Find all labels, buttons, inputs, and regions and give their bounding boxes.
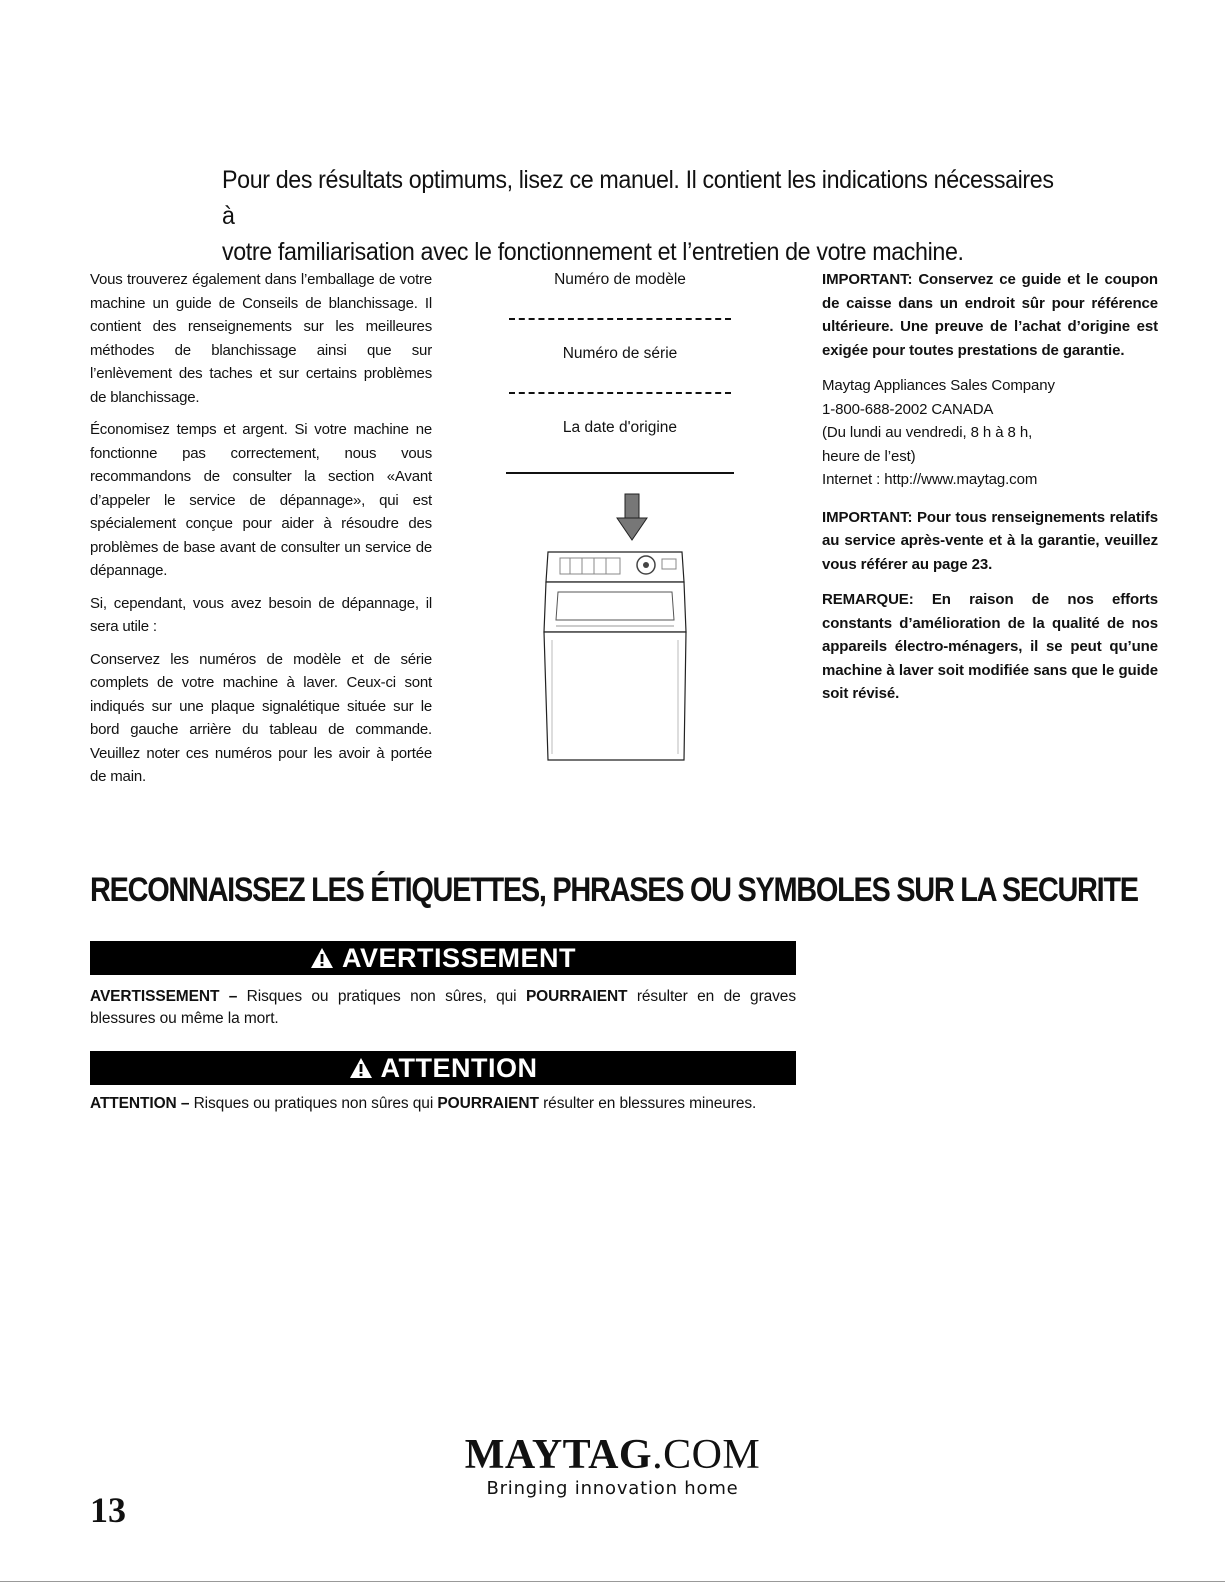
caution-text-b: résulter en blessures mineures.	[543, 1095, 757, 1112]
purchase-date-label: La date d'origine	[562, 419, 678, 436]
left-paragraph-3: Si, cependant, vous avez besoin de dépannage, il sera utile :	[90, 594, 432, 635]
important-notice-1: IMPORTANT: Conservez ce guide et le coupon de caisse dans un endroit sûr pour référence ultérieure. Une preuve de l’achat d’origine est exigée pour toutes prestations de garantie.	[822, 271, 1158, 359]
intro-line-2: votre familiarisation avec le fonctionnement et l’entretien de votre machine.	[222, 238, 964, 266]
caution-banner-label: ATTENTION	[380, 1053, 538, 1083]
maytag-logo	[0, 1432, 1225, 1500]
bottom-rule	[0, 1581, 1225, 1582]
company-hours-1: (Du lundi au vendredi, 8 h à 8 h,	[822, 424, 1033, 441]
intro-line-1: Pour des résultats optimums, lisez ce manuel. Il contient les indications nécessaires à	[222, 166, 1054, 230]
warning-triangle-icon	[349, 1057, 373, 1079]
left-paragraph-1: Vous trouverez également dans l’emballage de votre machine un guide de Conseils de blanchissage. Il contient des renseignements sur les meilleures méthodes de blanchissage ainsi que sur l’enlèvement des taches et sur certains problèmes de blanchissage.	[90, 271, 432, 406]
caution-description	[90, 1093, 796, 1115]
logo-tagline: Bringing innovation home	[486, 1478, 739, 1499]
warning-text-b: résulter en de graves blessures ou même la mort.	[90, 988, 796, 1027]
company-internet: Internet : http://www.maytag.com	[822, 471, 1038, 488]
serial-number-line	[509, 392, 731, 394]
model-number-label: Numéro de modèle	[554, 271, 686, 288]
model-number-line	[509, 318, 731, 320]
warning-term: AVERTISSEMENT –	[90, 988, 238, 1005]
caution-text-a: Risques ou pratiques non sûres qui	[193, 1095, 434, 1112]
warning-emphasis: POURRAIENT	[525, 988, 628, 1005]
page-number: 13	[90, 1490, 126, 1530]
important-notice-2: IMPORTANT: Pour tous renseignements relatifs au service après-vente et à la garantie, veuillez vous référer au page 23.	[822, 508, 1158, 573]
logo-brand: MAYTAG	[464, 1432, 653, 1478]
intro-text	[222, 162, 1059, 270]
warning-text-a: Risques ou pratiques non sûres, qui	[246, 988, 517, 1005]
middle-column	[500, 268, 740, 762]
caution-banner	[90, 1051, 796, 1085]
left-paragraph-4: Conservez les numéros de modèle et de série complets de votre machine à laver. Ceux-ci sont indiqués sur une plaque signalétique située sur le bord gauche arrière du tableau de commande. Veuillez noter ces numéros pour les avoir à portée de main.	[90, 650, 432, 785]
serial-number-label: Numéro de série	[562, 345, 678, 362]
washer-illustration	[500, 492, 740, 762]
logo-domain: .COM	[652, 1432, 761, 1478]
right-column	[822, 268, 1158, 718]
left-column	[90, 268, 432, 798]
company-hours-2: heure de l’est)	[822, 447, 916, 465]
down-arrow-icon	[617, 494, 647, 540]
left-paragraph-2: Économisez temps et argent. Si votre machine ne fonctionne pas correctement, nous vous recommandons de consulter la section «Avant d’appeler le service de dépannage», qui est spécialement conçue pour aider à résoudre des problèmes de base avant de consulter un service de dépannage.	[90, 421, 432, 579]
warning-banner	[90, 941, 796, 975]
company-phone: 1-800-688-2002 CANADA	[822, 400, 994, 418]
caution-emphasis: POURRAIENT	[437, 1095, 539, 1112]
safety-heading: RECONNAISSEZ LES ÉTIQUETTES, PHRASES OU SYMBOLES SUR LA SECURITE	[90, 871, 1138, 909]
remark-notice: REMARQUE: En raison de nos efforts constants d’amélioration de la qualité de nos appareils électro-ménagers, il se peut qu’une machine à laver soit modifiée sans que le guide soit révisé.	[822, 591, 1158, 702]
company-name: Maytag Appliances Sales Company	[822, 377, 1055, 394]
warning-banner-label: AVERTISSEMENT	[341, 943, 577, 973]
warning-triangle-icon	[310, 947, 334, 969]
warning-description	[90, 986, 796, 1030]
caution-term: ATTENTION –	[90, 1095, 190, 1112]
logo-wordmark	[0, 1432, 1225, 1478]
purchase-date-line	[506, 472, 734, 474]
